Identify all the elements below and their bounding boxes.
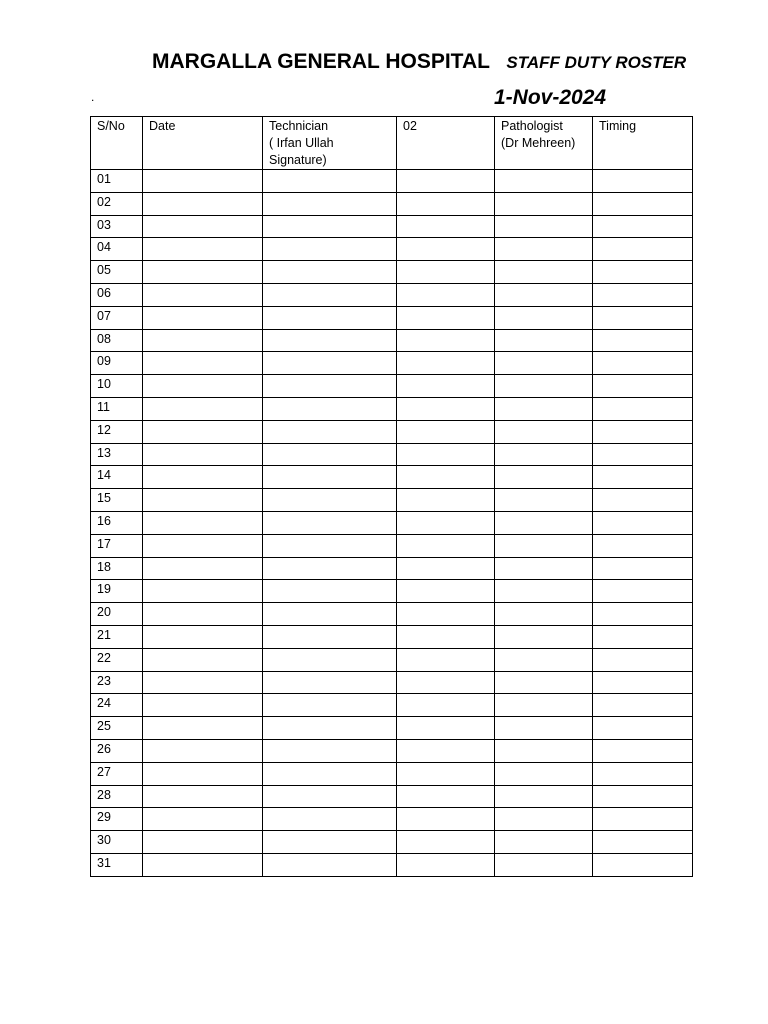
cell-date[interactable] [143, 352, 263, 375]
header-line: Date [149, 119, 176, 133]
cell-timing[interactable] [593, 420, 693, 443]
cell-sno: 28 [91, 785, 143, 808]
cell-date[interactable] [143, 283, 263, 306]
cell-date[interactable] [143, 534, 263, 557]
cell-sno: 12 [91, 420, 143, 443]
table-row [91, 717, 693, 740]
cell-pathologist[interactable] [495, 192, 593, 215]
cell-sno: 02 [91, 192, 143, 215]
cell-sno: 26 [91, 739, 143, 762]
table-row [91, 671, 693, 694]
cell-sno: 17 [91, 534, 143, 557]
table-row [91, 580, 693, 603]
cell-timing[interactable] [593, 261, 693, 284]
cell-sno: 22 [91, 648, 143, 671]
cell-02[interactable] [397, 420, 495, 443]
cell-timing[interactable] [593, 694, 693, 717]
column-header-sno [91, 117, 143, 170]
cell-02[interactable] [397, 261, 495, 284]
cell-timing[interactable] [593, 215, 693, 238]
cell-02[interactable] [397, 808, 495, 831]
roster-title: STAFF DUTY ROSTER [506, 53, 687, 72]
cell-date[interactable] [143, 238, 263, 261]
cell-timing[interactable] [593, 603, 693, 626]
cell-sno: 23 [91, 671, 143, 694]
cell-date[interactable] [143, 466, 263, 489]
cell-date[interactable] [143, 420, 263, 443]
cell-pathologist[interactable] [495, 808, 593, 831]
table-row [91, 557, 693, 580]
cell-technician[interactable] [263, 671, 397, 694]
cell-technician[interactable] [263, 853, 397, 876]
cell-sno: 10 [91, 375, 143, 398]
table-row [91, 238, 693, 261]
cell-02[interactable] [397, 306, 495, 329]
cell-sno: 15 [91, 489, 143, 512]
cell-technician[interactable] [263, 511, 397, 534]
table-row [91, 466, 693, 489]
cell-timing[interactable] [593, 717, 693, 740]
cell-pathologist[interactable] [495, 762, 593, 785]
column-header-date [143, 117, 263, 170]
cell-timing[interactable] [593, 170, 693, 193]
cell-date[interactable] [143, 329, 263, 352]
cell-date[interactable] [143, 170, 263, 193]
cell-02[interactable] [397, 785, 495, 808]
cell-02[interactable] [397, 625, 495, 648]
cell-technician[interactable] [263, 762, 397, 785]
header-line: Technician [269, 119, 329, 133]
header-line: Signature) [269, 153, 327, 167]
table-row [91, 511, 693, 534]
cell-date[interactable] [143, 580, 263, 603]
cell-technician[interactable] [263, 625, 397, 648]
table-row [91, 420, 693, 443]
cell-technician[interactable] [263, 489, 397, 512]
cell-technician[interactable] [263, 580, 397, 603]
table-body [91, 170, 693, 877]
cell-sno: 19 [91, 580, 143, 603]
cell-pathologist[interactable] [495, 717, 593, 740]
cell-02[interactable] [397, 557, 495, 580]
cell-02[interactable] [397, 603, 495, 626]
cell-pathologist[interactable] [495, 534, 593, 557]
cell-technician[interactable] [263, 831, 397, 854]
cell-sno: 29 [91, 808, 143, 831]
cell-date[interactable] [143, 762, 263, 785]
cell-date[interactable] [143, 853, 263, 876]
cell-timing[interactable] [593, 375, 693, 398]
cell-02[interactable] [397, 170, 495, 193]
cell-date[interactable] [143, 306, 263, 329]
cell-timing[interactable] [593, 557, 693, 580]
cell-sno: 27 [91, 762, 143, 785]
header-line: ( Irfan Ullah [269, 136, 334, 150]
cell-sno: 04 [91, 238, 143, 261]
cell-pathologist[interactable] [495, 489, 593, 512]
header-line: (Dr Mehreen) [501, 136, 576, 150]
cell-technician[interactable] [263, 603, 397, 626]
cell-sno: 16 [91, 511, 143, 534]
cell-date[interactable] [143, 215, 263, 238]
cell-date[interactable] [143, 785, 263, 808]
cell-timing[interactable] [593, 534, 693, 557]
cell-pathologist[interactable] [495, 443, 593, 466]
table-row [91, 329, 693, 352]
cell-sno: 30 [91, 831, 143, 854]
cell-technician[interactable] [263, 785, 397, 808]
cell-02[interactable] [397, 694, 495, 717]
cell-timing[interactable] [593, 352, 693, 375]
cell-02[interactable] [397, 717, 495, 740]
cell-02[interactable] [397, 489, 495, 512]
cell-technician[interactable] [263, 694, 397, 717]
table-row [91, 283, 693, 306]
cell-pathologist[interactable] [495, 306, 593, 329]
cell-pathologist[interactable] [495, 580, 593, 603]
duty-roster-table [90, 116, 693, 877]
cell-02[interactable] [397, 511, 495, 534]
table-row [91, 648, 693, 671]
cell-sno: 14 [91, 466, 143, 489]
cell-date[interactable] [143, 831, 263, 854]
cell-pathologist[interactable] [495, 170, 593, 193]
cell-02[interactable] [397, 283, 495, 306]
cell-pathologist[interactable] [495, 397, 593, 420]
cell-pathologist[interactable] [495, 215, 593, 238]
cell-02[interactable] [397, 443, 495, 466]
cell-timing[interactable] [593, 306, 693, 329]
table-row [91, 306, 693, 329]
table-row [91, 170, 693, 193]
cell-02[interactable] [397, 853, 495, 876]
table-row [91, 489, 693, 512]
cell-sno: 07 [91, 306, 143, 329]
cell-technician[interactable] [263, 717, 397, 740]
cell-date[interactable] [143, 717, 263, 740]
column-header-02 [397, 117, 495, 170]
cell-pathologist[interactable] [495, 466, 593, 489]
cell-pathologist[interactable] [495, 831, 593, 854]
cell-date[interactable] [143, 694, 263, 717]
table-row [91, 739, 693, 762]
cell-02[interactable] [397, 192, 495, 215]
column-header-timing [593, 117, 693, 170]
cell-date[interactable] [143, 511, 263, 534]
cell-technician[interactable] [263, 192, 397, 215]
table-row [91, 192, 693, 215]
table-row [91, 375, 693, 398]
table-row [91, 853, 693, 876]
cell-technician[interactable] [263, 557, 397, 580]
cell-timing[interactable] [593, 192, 693, 215]
cell-02[interactable] [397, 580, 495, 603]
cell-sno: 01 [91, 170, 143, 193]
cell-pathologist[interactable] [495, 648, 593, 671]
cell-timing[interactable] [593, 648, 693, 671]
table-row [91, 443, 693, 466]
roster-date: 1-Nov-2024 [494, 86, 607, 109]
header-line: Timing [599, 119, 637, 133]
cell-sno: 05 [91, 261, 143, 284]
cell-date[interactable] [143, 625, 263, 648]
cell-pathologist[interactable] [495, 420, 593, 443]
table-row [91, 603, 693, 626]
cell-date[interactable] [143, 443, 263, 466]
cell-date[interactable] [143, 648, 263, 671]
cell-date[interactable] [143, 397, 263, 420]
cell-pathologist[interactable] [495, 375, 593, 398]
cell-technician[interactable] [263, 534, 397, 557]
cell-sno: 03 [91, 215, 143, 238]
cell-02[interactable] [397, 329, 495, 352]
header-line: S/No [97, 119, 125, 133]
cell-technician[interactable] [263, 283, 397, 306]
cell-date[interactable] [143, 557, 263, 580]
hospital-name: MARGALLA GENERAL HOSPITAL [152, 50, 490, 73]
cell-date[interactable] [143, 192, 263, 215]
cell-date[interactable] [143, 739, 263, 762]
cell-sno: 25 [91, 717, 143, 740]
table-row [91, 352, 693, 375]
cell-02[interactable] [397, 375, 495, 398]
cell-pathologist[interactable] [495, 625, 593, 648]
table-row [91, 625, 693, 648]
table-row [91, 808, 693, 831]
cell-02[interactable] [397, 534, 495, 557]
cell-timing[interactable] [593, 785, 693, 808]
cell-pathologist[interactable] [495, 694, 593, 717]
cell-timing[interactable] [593, 831, 693, 854]
cell-technician[interactable] [263, 397, 397, 420]
cell-technician[interactable] [263, 420, 397, 443]
cell-technician[interactable] [263, 739, 397, 762]
cell-timing[interactable] [593, 853, 693, 876]
cell-pathologist[interactable] [495, 329, 593, 352]
cell-02[interactable] [397, 739, 495, 762]
cell-02[interactable] [397, 215, 495, 238]
cell-02[interactable] [397, 352, 495, 375]
cell-pathologist[interactable] [495, 283, 593, 306]
cell-timing[interactable] [593, 329, 693, 352]
cell-sno: 06 [91, 283, 143, 306]
cell-date[interactable] [143, 603, 263, 626]
cell-02[interactable] [397, 671, 495, 694]
cell-technician[interactable] [263, 466, 397, 489]
cell-technician[interactable] [263, 648, 397, 671]
cell-pathologist[interactable] [495, 511, 593, 534]
cell-pathologist[interactable] [495, 557, 593, 580]
cell-timing[interactable] [593, 443, 693, 466]
cell-sno: 18 [91, 557, 143, 580]
column-header-pathologist [495, 117, 593, 170]
cell-timing[interactable] [593, 739, 693, 762]
cell-timing[interactable] [593, 489, 693, 512]
cell-02[interactable] [397, 397, 495, 420]
column-header-technician [263, 117, 397, 170]
cell-timing[interactable] [593, 762, 693, 785]
cell-timing[interactable] [593, 580, 693, 603]
cell-timing[interactable] [593, 397, 693, 420]
cell-technician[interactable] [263, 170, 397, 193]
cell-sno: 21 [91, 625, 143, 648]
cell-pathologist[interactable] [495, 671, 593, 694]
cell-timing[interactable] [593, 625, 693, 648]
cell-sno: 20 [91, 603, 143, 626]
table-row [91, 831, 693, 854]
cell-02[interactable] [397, 648, 495, 671]
cell-pathologist[interactable] [495, 739, 593, 762]
document-header [152, 50, 686, 74]
cell-02[interactable] [397, 466, 495, 489]
table-row [91, 261, 693, 284]
table-row [91, 694, 693, 717]
cell-timing[interactable] [593, 511, 693, 534]
cell-technician[interactable] [263, 261, 397, 284]
cell-date[interactable] [143, 808, 263, 831]
cell-date[interactable] [143, 261, 263, 284]
cell-technician[interactable] [263, 215, 397, 238]
cell-date[interactable] [143, 489, 263, 512]
cell-pathologist[interactable] [495, 352, 593, 375]
cell-pathologist[interactable] [495, 785, 593, 808]
table-row [91, 397, 693, 420]
table-row [91, 762, 693, 785]
cell-pathologist[interactable] [495, 261, 593, 284]
cell-sno: 11 [91, 397, 143, 420]
cell-date[interactable] [143, 671, 263, 694]
cell-technician[interactable] [263, 375, 397, 398]
cell-sno: 13 [91, 443, 143, 466]
cell-02[interactable] [397, 762, 495, 785]
table-header-row [91, 117, 693, 170]
cell-pathologist[interactable] [495, 603, 593, 626]
cell-timing[interactable] [593, 466, 693, 489]
cell-timing[interactable] [593, 283, 693, 306]
cell-technician[interactable] [263, 306, 397, 329]
cell-technician[interactable] [263, 443, 397, 466]
dot-mark: . [91, 90, 95, 104]
cell-pathologist[interactable] [495, 238, 593, 261]
table-row [91, 785, 693, 808]
cell-technician[interactable] [263, 238, 397, 261]
cell-timing[interactable] [593, 671, 693, 694]
table-row [91, 534, 693, 557]
cell-timing[interactable] [593, 808, 693, 831]
cell-sno: 09 [91, 352, 143, 375]
cell-sno: 24 [91, 694, 143, 717]
cell-technician[interactable] [263, 329, 397, 352]
header-line: 02 [403, 119, 417, 133]
cell-02[interactable] [397, 831, 495, 854]
cell-technician[interactable] [263, 808, 397, 831]
cell-02[interactable] [397, 238, 495, 261]
cell-date[interactable] [143, 375, 263, 398]
cell-sno: 08 [91, 329, 143, 352]
cell-pathologist[interactable] [495, 853, 593, 876]
header-line: Pathologist [501, 119, 563, 133]
cell-timing[interactable] [593, 238, 693, 261]
table-row [91, 215, 693, 238]
cell-sno: 31 [91, 853, 143, 876]
cell-technician[interactable] [263, 352, 397, 375]
